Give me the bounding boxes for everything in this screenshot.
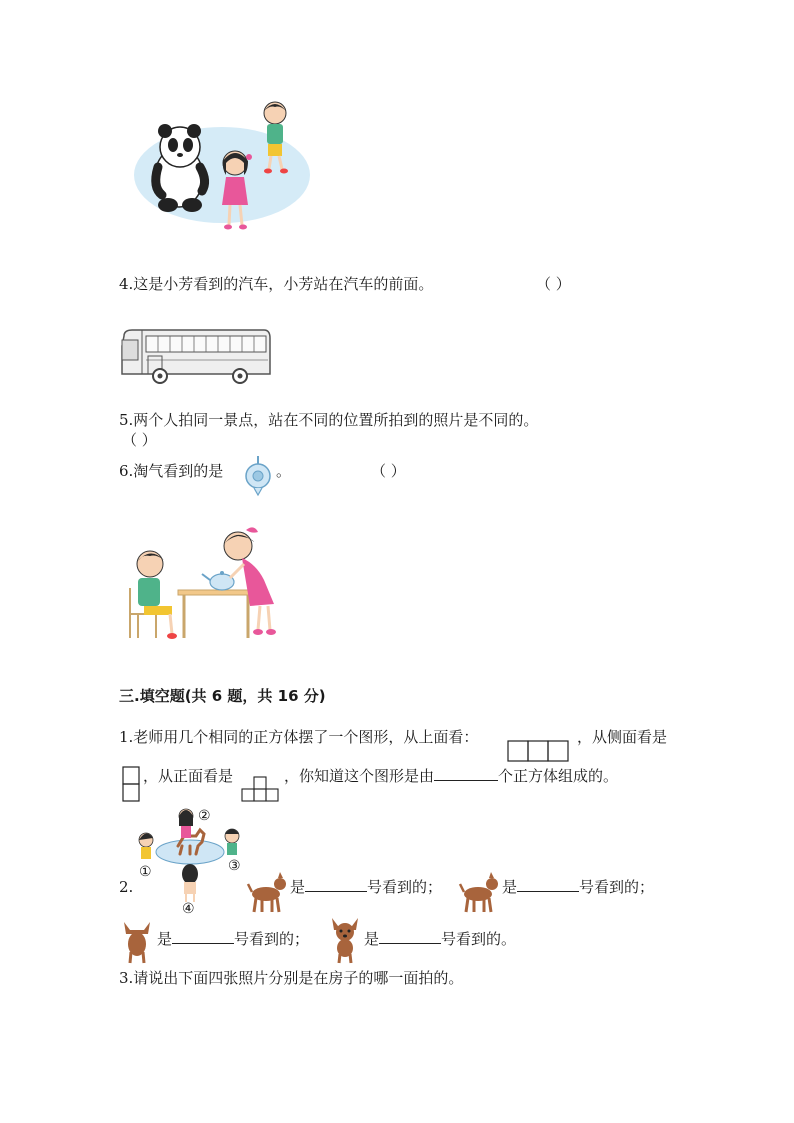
question-4-answer-bracket[interactable]: （ ） — [536, 275, 571, 293]
front-view-shape-icon — [241, 776, 279, 802]
fill-2-clause-1 — [290, 877, 442, 897]
fill-2-number: 2. — [119, 878, 134, 896]
question-6-answer-bracket[interactable]: （ ） — [371, 462, 406, 480]
fill-1-part-5-text: 个正方体组成的。 — [498, 767, 619, 785]
fill-1-line-1 — [119, 727, 478, 747]
fill-1-answer-blank[interactable] — [434, 766, 498, 781]
fill-2-answer-blank-3[interactable] — [172, 929, 234, 944]
table-teapot-scene-illustration — [126, 524, 296, 644]
panda-kids-illustration — [132, 95, 312, 235]
fill-2-suffix-2: 号看到的； — [579, 878, 655, 896]
fill-2-answer-blank-1[interactable] — [305, 877, 367, 892]
fill-2-clause-3 — [157, 929, 309, 949]
teapot-top-view-icon — [244, 454, 272, 496]
question-6-text: 6.淘气看到的是 — [119, 462, 224, 480]
top-view-three-squares-icon — [507, 740, 569, 762]
fill-2-suffix-3: 号看到的； — [234, 930, 310, 948]
fill-2-is-3: 是 — [157, 930, 173, 948]
fill-2-answer-blank-2[interactable] — [517, 877, 579, 892]
fill-1-part-2: ，从侧面看是 — [577, 728, 668, 746]
dog-side-view-icon — [458, 872, 500, 914]
section-3-title: 三.填空题(共 6 题，共 16 分) — [119, 687, 326, 705]
fill-2-is-2: 是 — [502, 878, 518, 896]
question-5-text: 5.两个人拍同一景点，站在不同的位置所拍到的照片是不同的。 — [119, 411, 539, 429]
fill-2-answer-blank-4[interactable] — [379, 929, 441, 944]
dog-front-view-icon — [328, 916, 362, 964]
question-5-answer-bracket[interactable]: （ ） — [122, 431, 157, 449]
fill-1-part-4-text: ，你知道这个图形是由 — [284, 767, 435, 785]
bus-illustration — [118, 326, 272, 386]
seat-label-1: ① — [139, 864, 152, 880]
seat-label-4: ④ — [182, 901, 195, 917]
seat-label-3: ③ — [228, 858, 241, 874]
fill-2-suffix-4: 号看到的。 — [441, 930, 517, 948]
fill-3-text: 3.请说出下面四张照片分别是在房子的哪一面拍的。 — [119, 969, 464, 987]
fill-1-part-4 — [284, 766, 618, 786]
question-4-text: 4.这是小芳看到的汽车，小芳站在汽车的前面。 — [119, 275, 434, 293]
seat-label-2: ② — [198, 808, 211, 824]
fill-2-suffix-1: 号看到的； — [367, 878, 443, 896]
fill-1-part-1: 1.老师用几个相同的正方体摆了一个图形，从上面看： — [119, 728, 479, 746]
side-view-two-squares-icon — [122, 766, 140, 802]
fill-2-clause-2 — [502, 877, 654, 897]
fill-1-part-3: ，从正面看是 — [143, 767, 234, 785]
fill-2-clause-4 — [364, 929, 516, 949]
dog-back-view-icon — [120, 918, 154, 964]
fill-2-is-1: 是 — [290, 878, 306, 896]
fill-2-is-4: 是 — [364, 930, 380, 948]
dog-side-view-right-icon — [248, 872, 290, 914]
question-6-period: 。 — [276, 462, 292, 480]
